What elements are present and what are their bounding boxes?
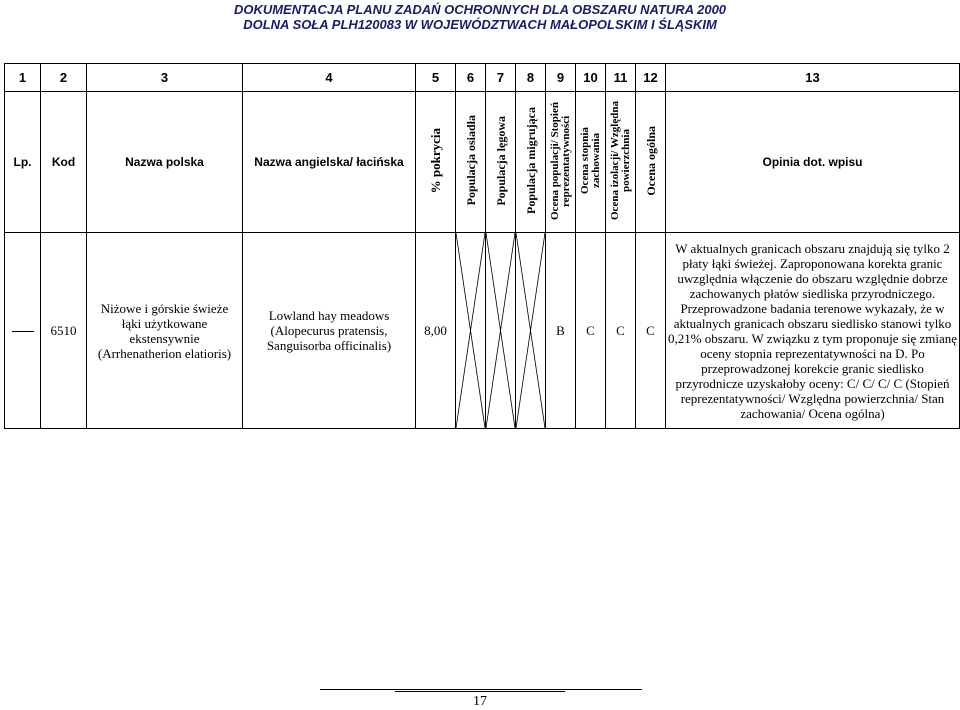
col-num-7: 7 xyxy=(486,64,516,92)
col-num-9: 9 xyxy=(546,64,576,92)
col-num-10: 10 xyxy=(576,64,606,92)
header-izolacja xyxy=(606,92,636,233)
document-header xyxy=(0,2,960,32)
header-kod: Kod xyxy=(41,92,87,233)
header-reprezentatywnosc xyxy=(546,92,576,233)
header-ogolna-label: Ocena ogólna xyxy=(643,125,658,196)
cross-mark-icon xyxy=(456,233,485,428)
col-num-3: 3 xyxy=(87,64,243,92)
header-lp: Lp. xyxy=(5,92,41,233)
cell-izolacja: C xyxy=(606,233,636,429)
cell-kod: 6510 xyxy=(41,233,87,429)
col-num-4: 4 xyxy=(243,64,416,92)
cell-osiadla xyxy=(456,233,486,429)
cell-nazwa-angielska: Lowland hay meadows (Alopecurus pratensis, Sanguisorba officinalis) xyxy=(243,233,416,429)
header-ogolna xyxy=(636,92,666,233)
empty-dash xyxy=(12,331,34,332)
header-reprezentatywnosc-label: Ocena populacji/ Stopień reprezentatywności xyxy=(548,101,572,220)
col-num-8: 8 xyxy=(516,64,546,92)
header-line-1: DOKUMENTACJA PLANU ZADAŃ OCHRONNYCH DLA OBSZARU NATURA 2000 xyxy=(233,2,727,17)
header-pokrycie-label: % pokrycia xyxy=(427,127,443,194)
col-num-2: 2 xyxy=(41,64,87,92)
col-num-11: 11 xyxy=(606,64,636,92)
cell-lp xyxy=(5,233,41,429)
cell-legowa xyxy=(486,233,516,429)
cross-mark-icon xyxy=(486,233,515,428)
header-osiadla-label: Populacja osiadła xyxy=(463,115,478,206)
header-migrujaca xyxy=(516,92,546,233)
col-num-1: 1 xyxy=(5,64,41,92)
header-migrujaca-label: Populacja migrująca xyxy=(523,107,538,214)
footer-divider-short xyxy=(395,691,565,692)
column-header-row xyxy=(5,92,960,233)
col-num-13: 13 xyxy=(666,64,960,92)
cell-nazwa-polska: Niżowe i górskie świeże łąki użytkowane ekstensywnie (Arrhenatherion elatioris) xyxy=(87,233,243,429)
table-row xyxy=(5,233,960,429)
header-zachowanie xyxy=(576,92,606,233)
cell-ogolna: C xyxy=(636,233,666,429)
cell-opinia: W aktualnych granicach obszaru znajdują się tylko 2 płaty łąki świeżej. Zaproponowana korekta granic uwzględnia włączenie do obszaru względnie dobrze zachowanych płatów siedliska przyrodniczego. Przeprowadzone badania terenowe wykazały, że w aktualnych granicach obszaru siedlisko stanowi tylko 0,21% obszaru. W związku z tym proponuje się zmianę oceny stopnia reprezentatywności na D. Po przeprowadzonej korekcie granic siedlisko przyrodnicze uzyskałoby oceny: C/ C/ C/ C (Stopień reprezentatywności/ Względna powierzchnia/ Stan zachowania/ Ocena ogólna) xyxy=(666,233,960,429)
cell-migrujaca xyxy=(516,233,546,429)
col-num-12: 12 xyxy=(636,64,666,92)
header-zachowanie-label: Ocena stopnia zachowania xyxy=(578,127,602,194)
footer-divider xyxy=(320,689,642,690)
cell-pokrycie: 8,00 xyxy=(416,233,456,429)
col-num-6: 6 xyxy=(456,64,486,92)
header-nazwa-angielska: Nazwa angielska/ łacińska xyxy=(243,92,416,233)
header-opinia: Opinia dot. wpisu xyxy=(666,92,960,233)
cell-zachowanie: C xyxy=(576,233,606,429)
col-num-5: 5 xyxy=(416,64,456,92)
header-nazwa-polska: Nazwa polska xyxy=(87,92,243,233)
header-izolacja-label: Ocena izolacji/ Względna powierzchnia xyxy=(608,101,632,220)
cross-mark-icon xyxy=(516,233,545,428)
header-pokrycie xyxy=(416,92,456,233)
cell-reprezentatywnosc: B xyxy=(546,233,576,429)
habitat-table xyxy=(4,63,960,429)
header-legowa-label: Populacja lęgowa xyxy=(493,115,508,206)
column-number-row xyxy=(5,64,960,92)
header-osiadla xyxy=(456,92,486,233)
page-number: 17 xyxy=(473,694,487,709)
header-line-2: DOLNA SOŁA PLH120083 W WOJEWÓDZTWACH MAŁOPOLSKIM I ŚLĄSKIM xyxy=(243,17,717,32)
header-legowa xyxy=(486,92,516,233)
